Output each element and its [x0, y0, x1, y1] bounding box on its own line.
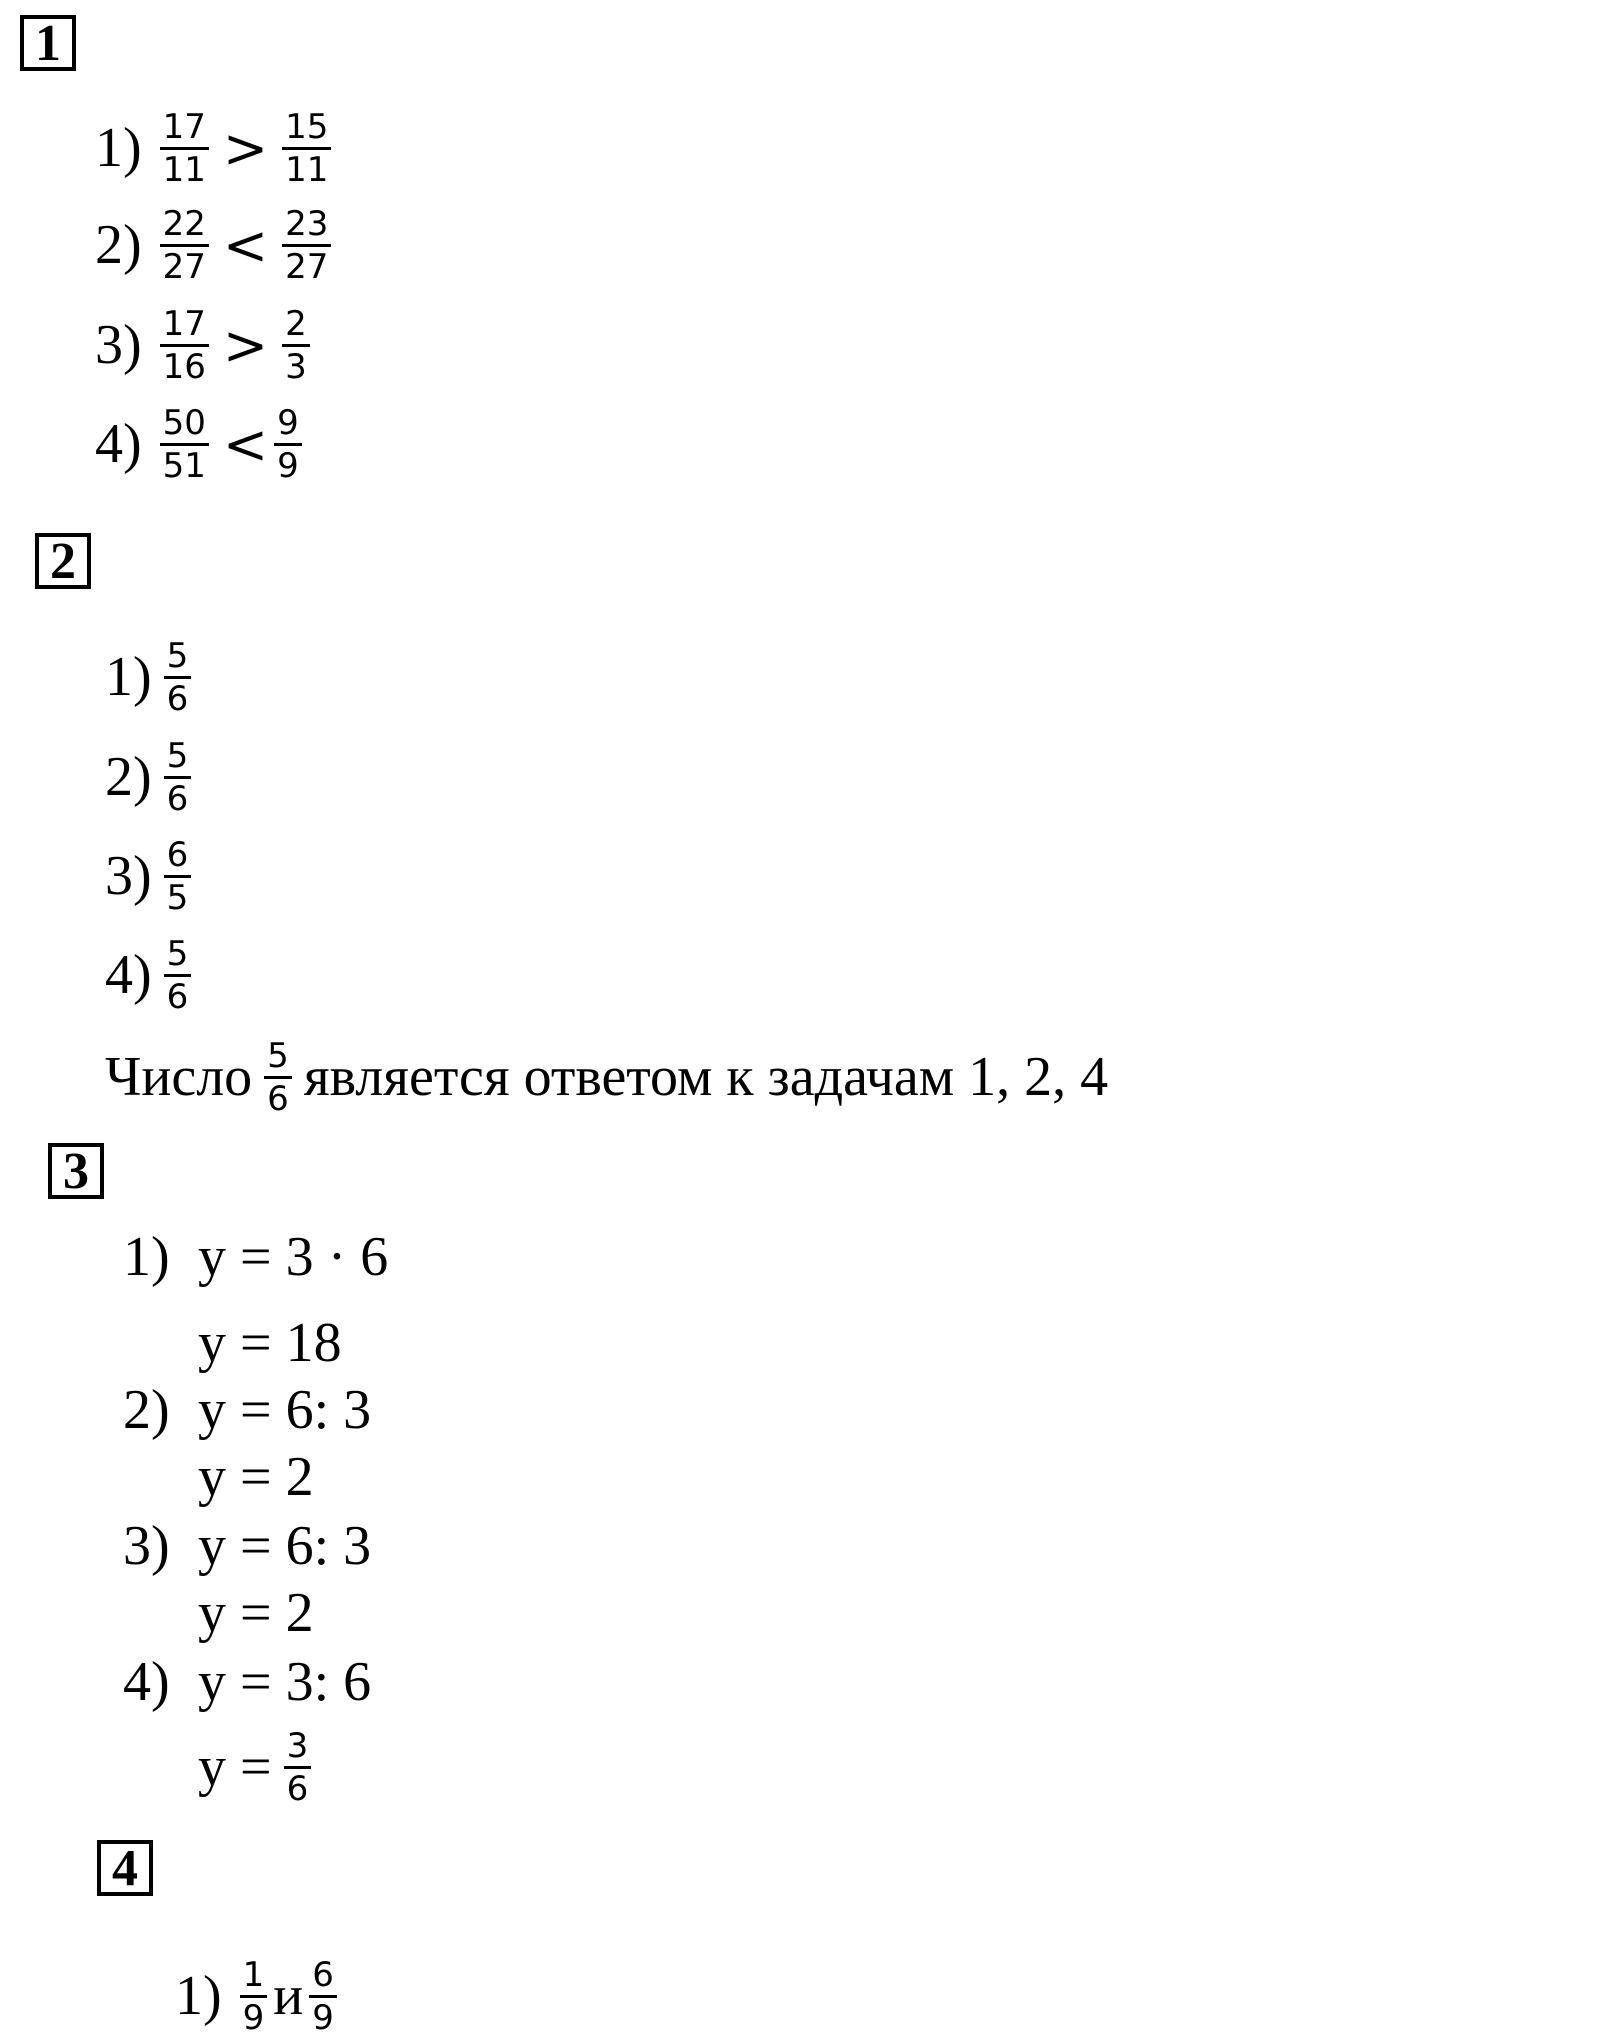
section-2-label: 2: [35, 533, 91, 589]
equation-prefix: y =: [198, 1736, 272, 1798]
conjunction: и: [273, 1965, 304, 2027]
fraction-a: $\frac{50}{51}$: [160, 403, 209, 486]
s2-item-2: [105, 737, 191, 817]
fraction-a: $\frac{17}{16}$: [160, 304, 209, 387]
item-number: 1): [175, 1965, 222, 2027]
item-number: 1): [105, 646, 152, 708]
s1-item-3: [95, 305, 310, 385]
equation: y = 3: 6: [198, 1651, 372, 1713]
s2-item-1: [105, 637, 191, 717]
answer-fraction: $\frac{5}{6}$: [164, 934, 192, 1017]
section-3-label: 3: [48, 1143, 104, 1199]
comparison-sign: >: [222, 313, 269, 377]
fraction-a: $\frac{22}{27}$: [160, 204, 209, 287]
s3-line-3: [123, 1375, 371, 1445]
s3-line-6: [123, 1578, 314, 1648]
answer-fraction: $\frac{5}{6}$: [164, 636, 192, 719]
fraction-a: $\frac{17}{11}$: [160, 107, 209, 190]
equation-fraction: $\frac{3}{6}$: [284, 1726, 312, 1809]
fraction-b: $\frac{2}{3}$: [282, 304, 310, 387]
s2-conclusion: [105, 1035, 1108, 1119]
s1-item-2: [95, 205, 331, 285]
equation: y = 2: [198, 1446, 314, 1508]
fraction-b: $\frac{15}{11}$: [282, 107, 331, 190]
comparison-sign: <: [222, 412, 269, 476]
item-number: 4): [105, 944, 152, 1006]
equation: y = 3 · 6: [198, 1226, 389, 1288]
comparison-sign: >: [222, 116, 269, 180]
equation: y = 2: [198, 1582, 314, 1644]
answer-fraction: $\frac{5}{6}$: [164, 736, 192, 819]
conclusion-prefix: Число: [105, 1046, 253, 1108]
item-number: 4): [95, 413, 142, 475]
item-number: 2): [123, 1379, 170, 1441]
equation: y = 6: 3: [198, 1515, 372, 1577]
item-number: 2): [105, 746, 152, 808]
section-1-label: 1: [20, 15, 76, 71]
comparison-sign: <: [222, 213, 269, 277]
section-4-label: 4: [97, 1840, 153, 1896]
answer-fraction: $\frac{6}{5}$: [164, 835, 192, 918]
s2-item-4: [105, 935, 191, 1015]
s3-line-5: [123, 1511, 371, 1581]
s3-line-2: [123, 1308, 342, 1378]
conclusion-fraction: $\frac{5}{6}$: [264, 1036, 292, 1119]
s3-line-7: [123, 1647, 371, 1717]
fraction-b: $\frac{6}{9}$: [309, 1955, 337, 2038]
s1-item-1: [95, 108, 331, 188]
fraction-b: $\frac{9}{9}$: [274, 403, 302, 486]
s3-line-4: [123, 1442, 314, 1512]
item-number: 4): [123, 1651, 170, 1713]
equation: y = 6: 3: [198, 1379, 372, 1441]
fraction-a: $\frac{1}{9}$: [240, 1955, 268, 2038]
item-number: 1): [123, 1226, 170, 1288]
item-number: 3): [105, 845, 152, 907]
s3-line-8: [198, 1725, 311, 1809]
item-number: 2): [95, 214, 142, 276]
item-number: 3): [95, 314, 142, 376]
s3-line-1: [123, 1222, 388, 1292]
s4-item-1: [175, 1954, 337, 2038]
s1-item-4: [95, 404, 302, 484]
s2-item-3: [105, 836, 191, 916]
item-number: 1): [95, 117, 142, 179]
item-number: 3): [123, 1515, 170, 1577]
fraction-b: $\frac{23}{27}$: [282, 204, 331, 287]
equation: y = 18: [198, 1312, 342, 1374]
conclusion-text: является ответом к задачам 1, 2, 4: [303, 1046, 1109, 1108]
